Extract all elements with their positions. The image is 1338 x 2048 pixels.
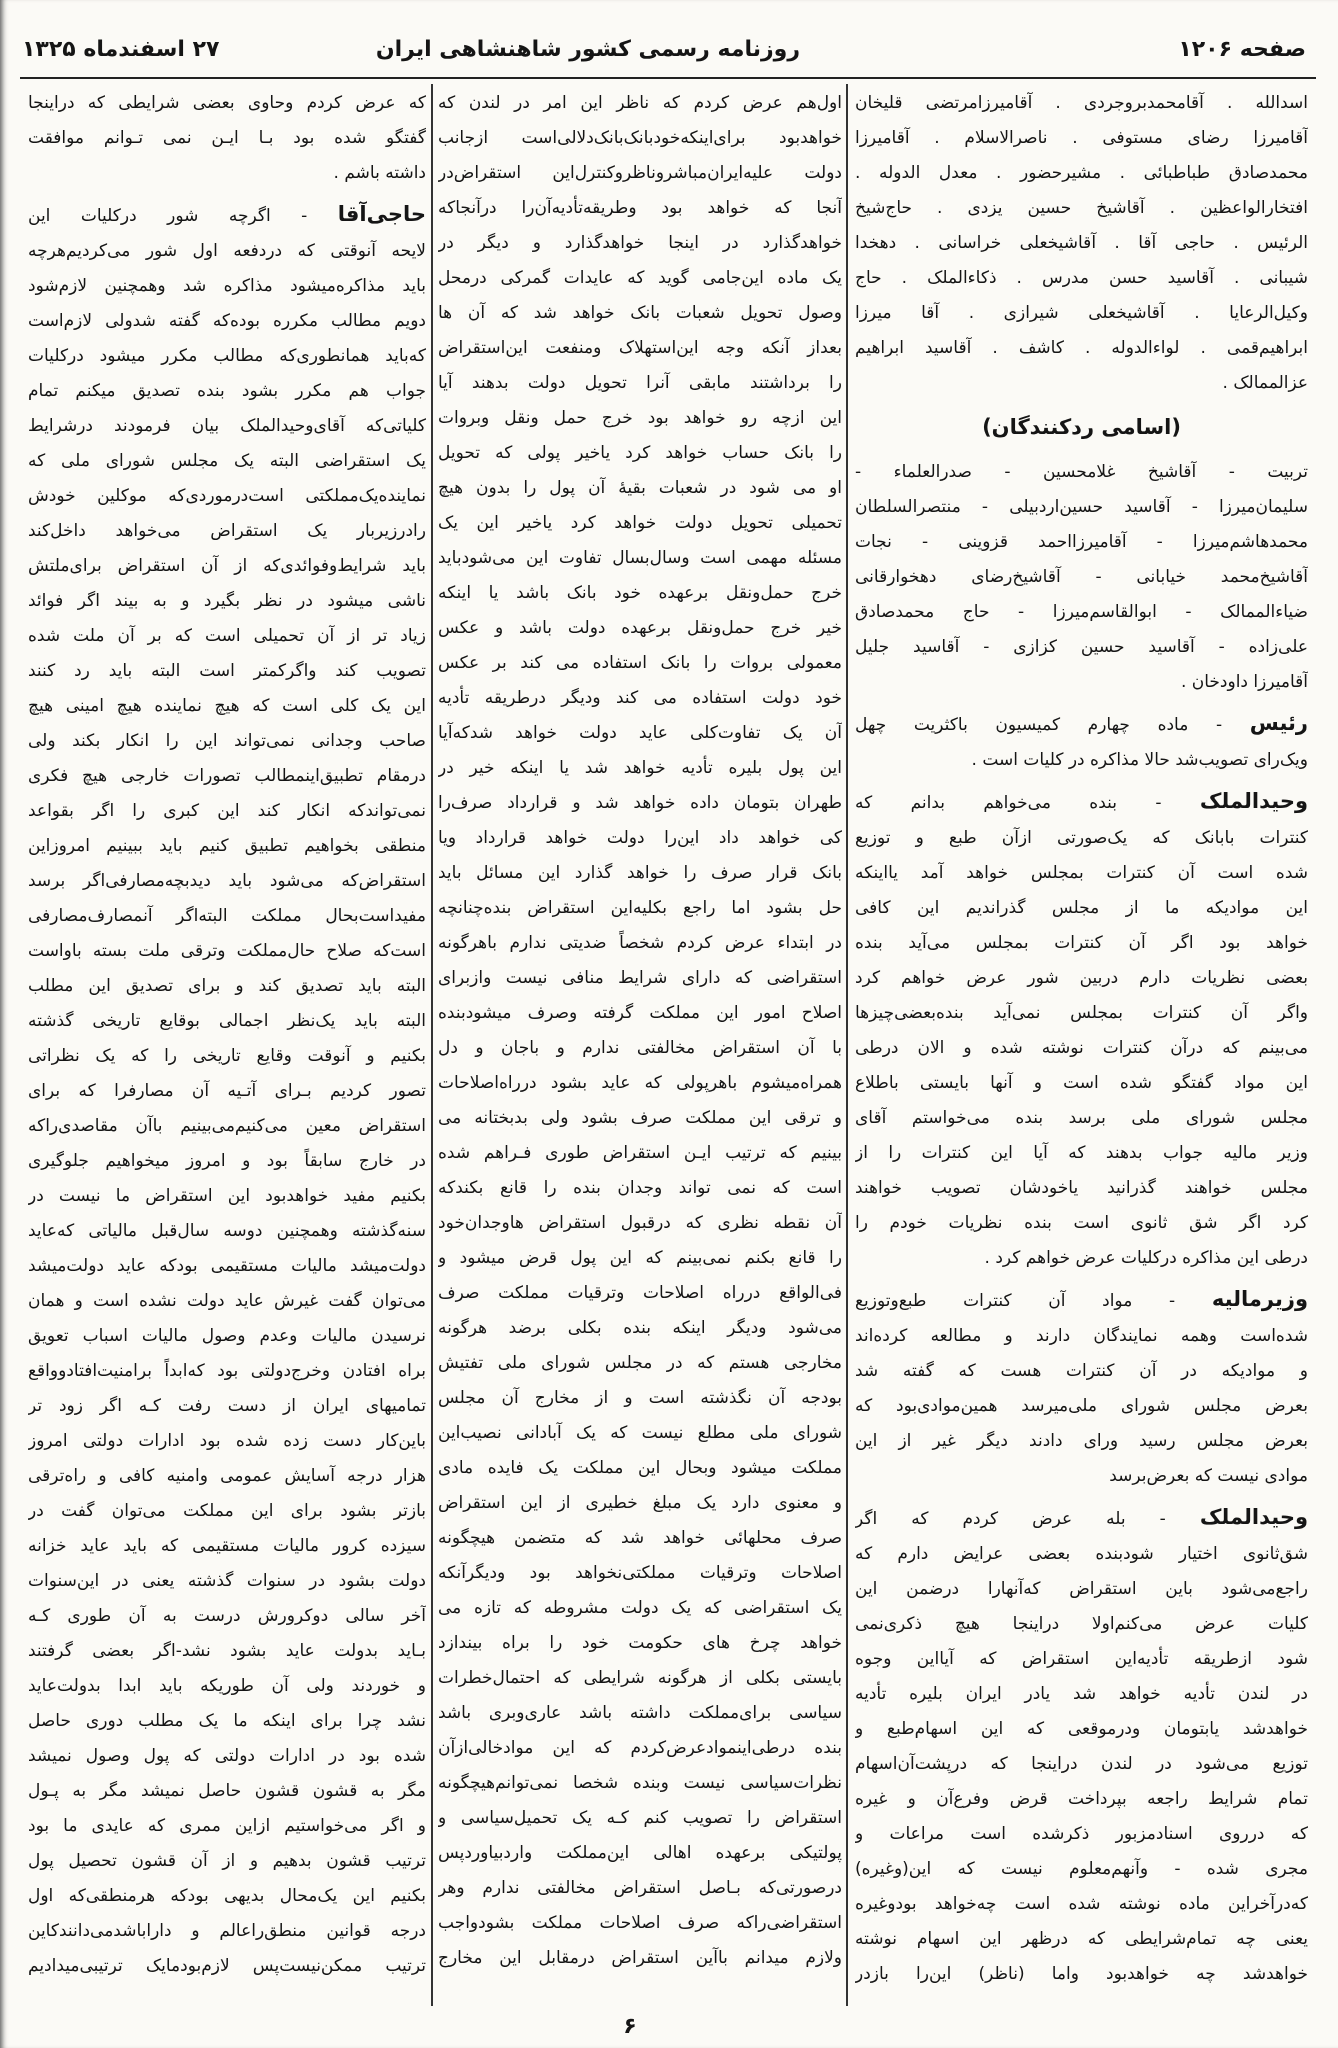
text-line: شده بود در ادارات دولتی که پول وصول نمیشد [28, 1746, 426, 1766]
text-line: بانک قرار صرف را خواهد گذارد این مسائل باید [438, 863, 842, 883]
text-line: می‌توان گفت غیرش عاید دولت نشده است و همان [28, 1291, 426, 1311]
text-line: ضیاءالممالک - ابوالقاسم‌میرزا - حاج محمدصادق [855, 602, 1308, 622]
text-line: بعداز آنکه وجه این‌استهلاک ومنفعت این‌استقراض [438, 338, 842, 358]
text-line: البته باید یک‌نظر اجمالی بوقایع تاریخی گذشته [28, 1011, 426, 1031]
text-line: وصول تحویل شعبات بانک خواهد شد که آن ها [438, 303, 842, 323]
text-line: اول‌هم عرض کردم که ناظر این امر در لندن که [438, 93, 842, 113]
column-divider [431, 84, 433, 2006]
text-line: واگر آن کنترات بمجلس نمی‌آید بنده‌بعضی‌چیزها [855, 1003, 1308, 1023]
text-line: عزالممالک . [1222, 373, 1308, 393]
column-left [28, 86, 426, 2006]
text-line: را بانک حساب خواهد کرد یاخیر پولی که تحویل [438, 443, 842, 463]
text-line: آقاشیخ‌محمد خیابانی - آقاشیخ‌رضای دهخوارقانی [855, 567, 1308, 587]
paragraph [855, 455, 1308, 700]
text-line: خواهدبود برای‌اینکه‌خودبانک‌بانک‌دلالی‌است ازجانب [438, 128, 842, 148]
speaker-name: وزیرمالیه [1211, 1287, 1308, 1311]
text-line: البته باید تصدیق کند و برای تصدیق این مطلب [28, 976, 426, 996]
text-line: راجع‌می‌شود باین استقراض که‌آنهارا درضمن این [855, 1579, 1308, 1599]
text-line: را برداشتند مابقی آنرا تحویل دولت بدهند آیا [438, 373, 842, 393]
text-line: فی‌الواقع درراه اصلاحات وترقیات مملکت صرف [438, 1283, 842, 1303]
column-right [855, 86, 1308, 2006]
text-line: که‌درآخراین ماده نوشته شده است چه‌خواهد بودوغیره [855, 1894, 1308, 1914]
text-line: باین‌کار دست زده شده بود ادارات دولتی امروز [28, 1431, 426, 1451]
text-line: مجلس خواهند گذرانید یاخودشان تصویب خواهند [855, 1178, 1308, 1198]
text-line: موادی نیست که بعرض‌برسد [1109, 1466, 1308, 1486]
text-line: و ترقی این مملکت صرف بشود ولی بدبختانه می [438, 1108, 842, 1128]
speech-paragraph [28, 197, 426, 1984]
text-line: بینیم که ترتیب ایـن استقراض طوری فـراهم شده [438, 1143, 842, 1163]
text-line: دویم مطالب مکرره بوده‌که گفته شدولی لازم‌است [28, 311, 426, 331]
text-line [855, 784, 1308, 821]
text-line: وکیل‌الرعایا . آقاشیخعلی شیرازی . آقا میرزا [855, 303, 1308, 323]
text-line: صرف محلهائی خواهد شد که متضمن هیچگونه [438, 1528, 842, 1548]
text-line: خواهدشد چه خواهدبود واما (ناظر) این‌را بازدر [855, 1964, 1308, 1984]
text-line: بعرض مجلس رسید ورای دادند دیگر غیر از این [855, 1431, 1308, 1451]
text-line: اصلاحات وترقیات مملکتی‌نخواهد بود ودیگر‌آنکه [438, 1563, 842, 1583]
text-line: دولت بشود در سنوات گذشته یعنی در این‌سنوات [28, 1571, 426, 1591]
text-line: استقراض معین می‌کنیم‌می‌بینیم باآن مقاصدی‌راکه [28, 1116, 426, 1136]
text-line [855, 1282, 1308, 1319]
text-line: شده است آن کنترات بمجلس خواهد آمد یااینکه [855, 863, 1308, 883]
issue-date: ۲۷ اسفندماه ۱۳۲۵ [22, 37, 220, 62]
text-line: حل بشود اما راجع بکلیه‌این استقراض بنده‌چنانچه [438, 898, 842, 918]
text-line: نشد چرا برای اینکه ما یک مطلب دوری حاصل [28, 1711, 426, 1731]
text-line: معمولی بروات را بانک استفاده می کند بر عکس [438, 653, 842, 673]
speech-text: - ماده چهارم کمیسیون باکثریت چهل [855, 715, 1223, 735]
paragraph [855, 86, 1308, 401]
text-line: بکنیم این یک‌محال بدیهی بودکه هرمنطقی‌که اول [28, 1886, 426, 1906]
text-line: و موادیکه در آن کنترات هست که گفته شد [855, 1361, 1308, 1381]
text-line: یک استقراضی که یک دولت مشروطه که تازه می [438, 1598, 842, 1618]
text-line: استقراض‌که می‌شود باید دید‌بچه‌مصارفی‌اگر برسد [28, 871, 426, 891]
text-line: سنه‌گذشته وهمچنین دوسه سال‌قبل مالیاتی که‌عاید [28, 1221, 426, 1241]
text-line: با آن استقراض مخالفتی ندارم و باجان و دل [438, 1038, 842, 1058]
text-line: تحمیلی تحویل دولت خواهد کرد یاخیر این یک [438, 513, 842, 533]
text-line: کنترات بابانک که یک‌صورتی ازآن طبع و توزیع [855, 828, 1308, 848]
text-line: نماینده‌یک‌مملکتی است‌درموردی‌که موکلین خودش [28, 486, 426, 506]
text-line: که‌باید همانطوری‌که مطالب مکرر میشود درکلیات [28, 346, 426, 366]
text-line: این ازچه رو خواهد بود خرج حمل ونقل وبروات [438, 408, 842, 428]
text-line: کرد اگر شق ثانوی است بنده نظریات خودم را [855, 1213, 1308, 1233]
column-middle [438, 86, 842, 2006]
text-line: زیاد تر از آن تحمیلی است که بر آن ملت شده [28, 626, 426, 646]
text-line: همراه‌میشوم باهرپولی که عاید بشود درراه‌اصلاحات [438, 1073, 842, 1093]
header-rule [20, 77, 1316, 79]
text-line: شورای ملی مطلع نیست که یک آبادانی نصیب‌این [438, 1423, 842, 1443]
text-line: باید شرایط‌وفوائدی‌که از آن استقراض برای‌ملتش [28, 556, 426, 576]
text-line: وزیر مالیه جواب بدهند که آیا این کنترات را از [855, 1143, 1308, 1163]
speaker-name: حاجی‌آقا [337, 202, 426, 226]
speaker-name: رئیس [1249, 711, 1308, 735]
text-line: ویک‌رای تصویب‌شد حالا مذاکره در کلیات است . [971, 750, 1308, 770]
paragraph [438, 86, 842, 1976]
text-line: تصویب کند واگرکمتر است البته باید رد کنند [28, 661, 426, 681]
text-line: هزار درجه آسایش عمومی وامنیه‌ کافی و راه‌ترقی [28, 1466, 426, 1486]
text-line: بعضی نظریات دارم دربین شور عرض خواهم کرد [855, 968, 1308, 988]
text-line: دولت علیه‌ایران‌مباشر‌وناظر‌وکنترل‌این استقراض‌در [438, 163, 842, 183]
text-line: درصورتی‌که بـاصل استقراض مخالفتی ندارم وهر [438, 1878, 842, 1898]
text-line: علی‌زاده - آقاسید حسین کزازی - آقاسید جلیل [855, 637, 1308, 657]
text-line: تربیت - آقاشیخ غلامحسین - صدرالعلماء - [855, 462, 1308, 482]
paragraph [28, 86, 426, 191]
text-line: خیر خرج حمل‌ونقل برعهده دولت باشد و عکس [438, 618, 842, 638]
text-line: در لندن تأدیه خواهد شد یادر ایران بلیره تأدیه [855, 1684, 1308, 1704]
speech-paragraph [855, 784, 1308, 1276]
text-line: یک استقراضی البته یک مجلس شورای ملی که [28, 451, 426, 471]
text-line: سیاسی برای‌مملکت داشته باشد عاری‌وبری باشد [438, 1703, 842, 1723]
text-line [28, 197, 426, 234]
speech-text: - بله عرض کردم که اگر [855, 1509, 1166, 1529]
text-line: درطی این مذاکره درکلیات عرض خواهم کرد . [984, 1248, 1308, 1268]
text-line: ترتیب قشون بدهیم و از آن قشون تحصیل پول [28, 1851, 426, 1871]
text-line: براه افتادن وخرج‌دولتی بود که‌ابداً برامنیت‌افتادوواقع [28, 1361, 426, 1381]
text-line: گفتگو شده بود بـا ایـن نمی تـوانم موافقت [28, 128, 426, 148]
text-line: یعنی چه تمام‌شرایطی که درظهر این اسهام نوشته [855, 1929, 1308, 1949]
text-line: خواهد چرخ های حکومت خود را براه بیندازد [438, 1633, 842, 1653]
text-line: او می شود در شعبات بقیهٔ آن پول را بدون هیچ [438, 478, 842, 498]
speech-paragraph [855, 706, 1308, 778]
text-line: باید مذاکره‌میشود مذاکره شد وهمچنین لازم‌شود [28, 276, 426, 296]
speech-text: - اگرچه شور درکلیات این [28, 206, 308, 226]
text-line: و خوردند ولی آن طوریکه باید ابدا بدولت‌عاید [28, 1676, 426, 1696]
text-line: مملکت میشود وبحال این مملکت یک فایده مادی [438, 1458, 842, 1478]
text-line: شیبانی . آقاسید حسن مدرس . ذکاءالملک . حاج [855, 268, 1308, 288]
text-line: خواهد بود اگر آن کنترات بمجلس می‌آید بنده [855, 933, 1308, 953]
text-line: طهران بتومان داده خواهد شد و قرارداد صرف‌را [438, 793, 842, 813]
speech-text: - بنده می‌خواهم بدانم که [855, 793, 1162, 813]
text-line: نظرات‌سیاسی نیست وبنده شخصا نمی‌توانم‌هیچگونه [438, 1773, 842, 1793]
text-line [855, 1500, 1308, 1537]
text-line: مفیداست‌بحال مملکت البته‌اگر آنمصارف‌مصارفی [28, 906, 426, 926]
text-line: ترتیب ممکن‌نیست‌پس لازم‌بودمایک ترتیبی‌میدادیم [28, 1956, 426, 1976]
text-line: است‌که صلاح حال‌مملکت وترقی ملت بسته باواست [28, 941, 426, 961]
speech-text: - مواد آن کنترات طبع‌وتوزیع [855, 1291, 1176, 1311]
text-line: کلیاتی‌که آقای‌وحیدالملک بیان فرمودند درشرایط [28, 416, 426, 436]
page-number-label: صفحه ۱۲۰۶ [1178, 37, 1306, 62]
text-line: بعرض مجلس شورای ملی‌میرسد همین‌موادی‌بود که [855, 1396, 1308, 1416]
text-line: مجری شده - وآنهم‌معلوم نیست که این(وغیره) [855, 1859, 1308, 1879]
text-line: ناشی میشود در نظر بگیرد و به بیند اگر فوائد [28, 591, 426, 611]
text-line: استقراضی که دارای شرایط منافی نیست وازبرای [438, 968, 842, 988]
text-line: تصور کردیم بـرای آتـیه آن مصارفرا که برای [28, 1081, 426, 1101]
text-line: می‌شود ودیگر اینکه بنده بکلی برضد هرگونه [438, 1318, 842, 1338]
text-line: مگر به قشون قشون حاصل نمیشد مگر به پـول [28, 1781, 426, 1801]
text-line: بایستی بکلی از هرگونه شرایطی که احتمال‌خطرات [438, 1668, 842, 1688]
text-line: خواهدشد یابتومان ودرموقعی که این اسهام‌طبع و [855, 1719, 1308, 1739]
text-line: بـاید بدولت عاید بشود نشد-اگر بعضی گرفتند [28, 1641, 426, 1661]
text-line: که عرض کردم وحاوی بعضی شرایطی که دراینجا [28, 93, 426, 113]
text-line: ولازم میدانم باآین استقراض درمقابل این مخارج [438, 1948, 842, 1968]
text-line: شق‌ثانوی اختیار شود‌بنده بعضی عرایض دارم که [855, 1544, 1308, 1564]
text-line: اسدالله . آقامحمدبروجردی . آقامیرزامرتضی قلیخان [855, 93, 1308, 113]
text-line: این مواد گفتگو شده است و آنها بایستی باطلاع [855, 1073, 1308, 1093]
text-line: خود دولت استفاده می کند ودیگر درطریقه تأدیه [438, 688, 842, 708]
text-line: این پول بلیره تأدیه خواهد شد یا اینکه خیر در [438, 758, 842, 778]
text-line: منطقی بخواهیم تطبیق کنیم باید ببینیم امروزاین [28, 836, 426, 856]
text-line: ابراهیم‌قمی . لواءالدوله . کاشف . آقاسید ابراهیم [855, 338, 1308, 358]
text-line: در خارج سابقاً بود و امروز میخواهیم جلوگیری [28, 1151, 426, 1171]
text-line: در ابتداء عرض کردم شخصاً ضدیتی ندارم باهرگونه [438, 933, 842, 953]
text-line: که درروی اسنادمزبور ذکرشده است مراعات و [855, 1824, 1308, 1844]
speaker-name: وحیدالملک [1199, 789, 1308, 813]
text-line: نمی‌تواندکه انکار کند این کبری را اگر بقواعد [28, 801, 426, 821]
text-line: آن یک تفاوت‌کلی عاید دولت خواهد شد‌که‌آیا [438, 723, 842, 743]
text-line: کلیات عرض می‌کنم‌اولا دراینجا هیچ ذکری‌نمی [855, 1614, 1308, 1634]
text-line: می‌بینم که درآن کنترات نوشته شده و الان درطی [855, 1038, 1308, 1058]
text-line: اصلاح امور این مملکت گرفته وصرف میشود‌بنده [438, 1003, 842, 1023]
text-line: شده‌است وهمه نمایندگان دارند و مطالعه کرده‌اند [855, 1326, 1308, 1346]
text-line: این موادیکه ما از مجلس گذراندیم این کافی [855, 898, 1308, 918]
text-line: خرج حمل‌ونقل برعهده خود بانک باشد یا اینکه [438, 583, 842, 603]
text-line: یک ماده این‌جامی گوید که عایدات گمرکی درمحل [438, 268, 842, 288]
text-line: داشته باشم . [333, 163, 426, 183]
speech-paragraph [855, 1500, 1308, 1992]
section-heading: (اسامی ردکنندگان) [982, 415, 1181, 439]
text-line: الرئیس . حاجی آقا . آقاشیخعلی خراسانی . دهخدا [855, 233, 1308, 253]
text-line: مسئله مهمی است وسال‌بسال تفاوت این می‌شود‌باید [438, 548, 842, 568]
column-divider [846, 84, 848, 2006]
text-line: نرسیدن مالیات وعدم وصول مالیات اسباب تعویق [28, 1326, 426, 1346]
text-line: سیزده کرور مالیات مستقیمی که باید عاید خزانه [28, 1536, 426, 1556]
text-line: آقامیرزا رضای مستوفی . ناصرالاسلام . آقامیرزا [855, 128, 1308, 148]
text-line: جواب هم مکرر بشود بنده تصدیق میکنم تمام [28, 381, 426, 401]
newspaper-title: روزنامه رسمی کشور شاهنشاهی ایران [375, 37, 800, 62]
text-line: آن نقطه نظری که درقبول استقراض هاوجدان‌خود [438, 1213, 842, 1233]
text-line: بکنیم و آنوقت وقایع تاریخی را که یک نظراتی [28, 1046, 426, 1066]
text-line: شود ازطریقه تأدیه‌این استقراض که آیااین وجوه [855, 1649, 1308, 1669]
speaker-name: وحیدالملک [1199, 1505, 1308, 1529]
text-line [855, 706, 1308, 743]
text-line: درجه قوانین منطق‌راعالم و دارا‌باشدمی‌دانندکاین [28, 1921, 426, 1941]
text-line: بودجه آن نگذشته است و از مخارج آن مجلس [438, 1388, 842, 1408]
text-line: درمقام تطبیق‌اینمطالب تصورات خارجی هیچ فکری [28, 766, 426, 786]
text-line: لایحه آنوقتی که دردفعه اول شور می‌کردیم‌هرچه [28, 241, 426, 261]
text-line: تمامیهای ایران از دست رفت کـه اگر زود تر [28, 1396, 426, 1416]
speech-paragraph [855, 1282, 1308, 1494]
text-line: را قانع بکنم نمی‌بینم که این پول قرض میشود و [438, 1248, 842, 1268]
text-line: پولتیکی برعهده اهالی این‌مملکت واردبیاوردپس [438, 1843, 842, 1863]
text-line: مخارجی هستم که در مجلس شورای ملی تفتیش [438, 1353, 842, 1373]
text-line: کی خواهد داد این‌را دولت خواهد قرارداد ویا [438, 828, 842, 848]
text-line: بکنیم مفید خواهدبود این استقراض ما نیست در [28, 1186, 426, 1206]
text-line: محمدصادق طباطبائی . مشیرحضور . معدل الدوله . [855, 163, 1308, 183]
text-line: و معنوی دارد یک مبلغ خطیری از این استقراض [438, 1493, 842, 1513]
text-line: سلیمان‌میرزا - آقاسید حسین‌اردبیلی - منتصرالسلطان [855, 497, 1308, 517]
text-line: این یک کلی است که هیچ نماینده هیچ امینی هیچ [28, 696, 426, 716]
text-line: محمدهاشم‌میرزا - آقامیرزااحمد قزوینی - نجات [855, 532, 1308, 552]
text-line: و اگر می‌خواستیم ازاین ممری که عایدی ما بود [28, 1816, 426, 1836]
text-line: مجلس شورای ملی برسد بنده می‌خواستم آقای [855, 1108, 1308, 1128]
text-line: استقراض را تصویب کنم کـه یک تحمیل‌سیاسی و [438, 1808, 842, 1828]
text-line: آنجا که خواهد بود وطریقه‌تأدیه‌آن‌را درآنجاکه [438, 198, 842, 218]
text-line: استقراضی‌راکه صرف اصلاحات مملکت بشودواجب [438, 1913, 842, 1933]
text-line: تمام شرایط راجعه بپرداخت قرض وفرع‌آن و غیره [855, 1789, 1308, 1809]
text-line: توزیع می‌شود در لندن دراینجا که درپشت‌آن‌اسهام [855, 1754, 1308, 1774]
text-line: صاحب وجدانی نمی‌تواند این را انکار بکند ولی [28, 731, 426, 751]
text-line: آقامیرزا داودخان . [1180, 672, 1308, 692]
text-line: رادرزیربار یک استقراض می‌خواهد داخل‌کند [28, 521, 426, 541]
text-line: آخر سالی دوکرورش درست به آن طوری کـه [28, 1606, 426, 1626]
text-line: بازتر بشود برای این مملکت می‌توان گفت در [28, 1501, 426, 1521]
page-footer-number: ۶ [623, 2014, 637, 2039]
text-line: افتخارالواعظین . آقاشیخ حسین یزدی . حاج‌شیخ‌ [855, 198, 1308, 218]
text-line: خواهدگذارد در اینجا خواهدگذارد و دیگر در [438, 233, 842, 253]
text-line: است که نمی تواند وجدان بنده را قانع بکند‌که [438, 1178, 842, 1198]
text-line: دولت‌میشد مالیات مستقیمی بودکه عاید دولت‌میشد [28, 1256, 426, 1276]
text-line: بنده درطی‌اینمواد‌عرض‌کردم که این موادخالی‌ازآن [438, 1738, 842, 1758]
